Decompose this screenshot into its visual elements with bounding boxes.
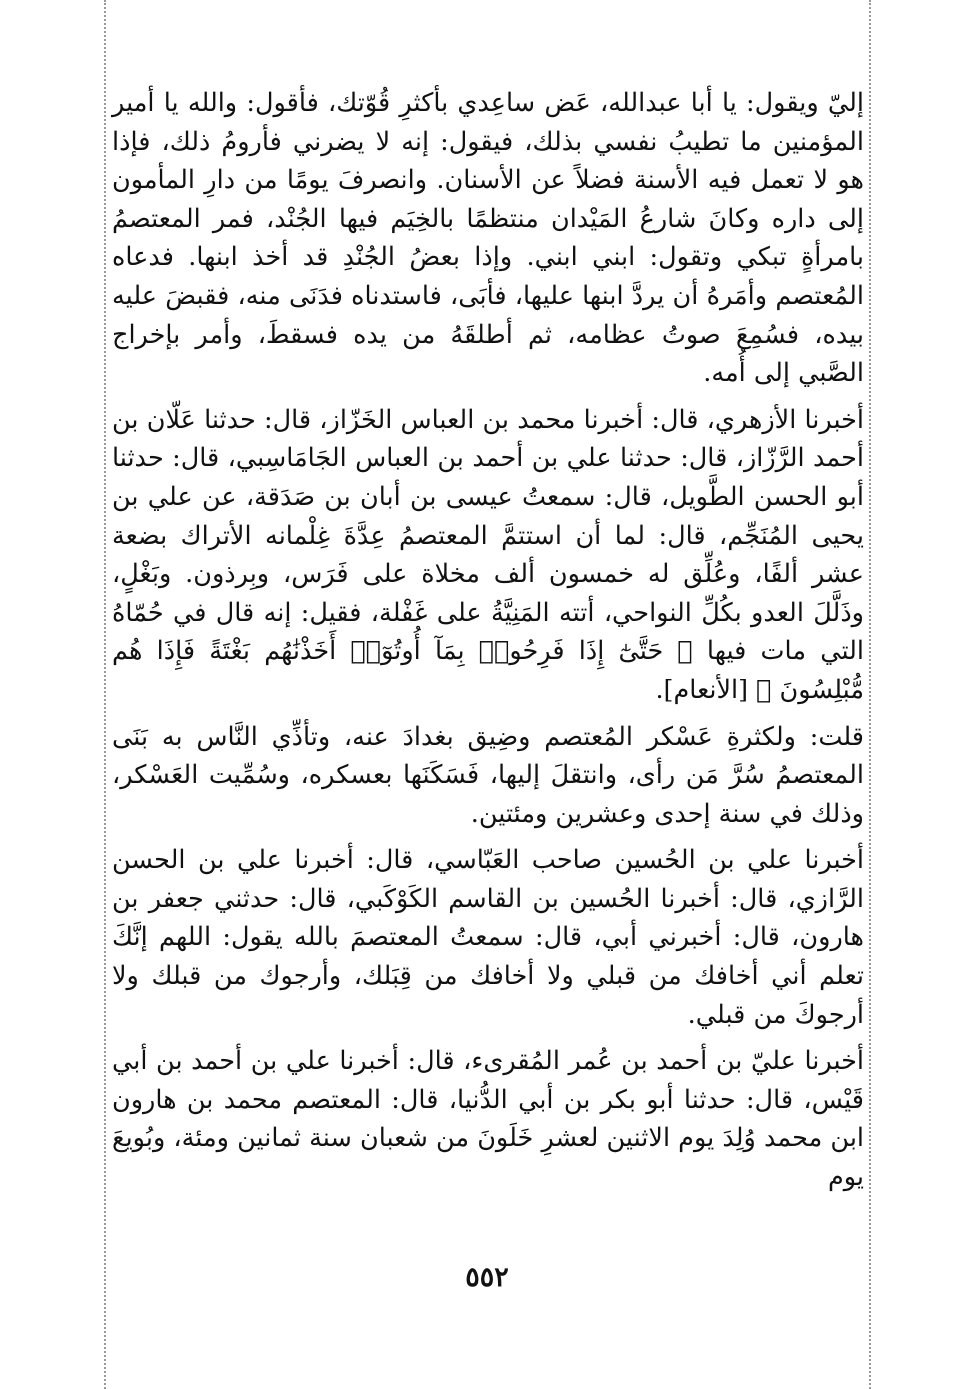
left-margin-guide [104,0,106,1389]
paragraph-3: قلت: ولكثرةِ عَسْكر المُعتصم وضِيق بغدادَ عنه، وتأذِّي النَّاس به بَنَى المعتصمُ سُرَّ مَن رأى، وانتقلَ إليها، فَسَكَنَها بعسكره، وسُمِّيت العَسْكر، وذلك في سنة إحدى وعشرين ومئتين. [112,721,864,829]
paragraph-1: إليّ ويقول: يا أبا عبدالله، عَض ساعِدي بأكثرِ قُوّتك، فأقول: والله يا أمير المؤمنين ما تطيبُ نفسي بذلك، فيقول: إنه لا يضرني فأرومُ ذلك، فإذا هو لا تعمل فيه الأسنة فضلاً عن الأسنان. وانصرفَ يومًا من دارِ المأمون إلى داره وكانَ شارعُ المَيْدان منتظمًا بالخِيَم فيها الجُنْد، فمر المعتصمُ بامرأةٍ تبكي وتقول: ابني ابني. وإذا بعضُ الجُنْدِ قد أخذ ابنها. فدعاه المُعتصم وأمَرهُ أن يردَّ ابنها عليها، فأبَى، فاستدناه فدَنَى منه، فقبضَ عليه بيده، فسُمِعَ صوتُ عظامه، ثم أطلقَهُ من يده فسقطَ، وأمر بإخراج الصَّبي إلى أُمه. [112,88,864,389]
main-text-block [112,84,864,1205]
right-margin-guide [869,0,871,1389]
paragraph-2: أخبرنا الأزهري، قال: أخبرنا محمد بن العباس الخَزّاز، قال: حدثنا عَلّان بن أحمد الرَّزّاز، قال: حدثنا علي بن أحمد بن العباس الجَامَاسِبي، قال: حدثنا أبو الحسن الطَّويل، قال: سمعتُ عيسى بن أبان بن صَدَقة، عن علي بن يحيى المُنَجِّم، قال: لما أن استتمَّ المعتصمُ عِدَّةَ غِلْمانه الأتراك بضعة عشر ألفًا، وعُلِّق له خمسون ألف مخلاة على فَرَس، وبِرذون. وبَغْلٍ، وذَلَّلَ العدو بكُلِّ النواحي، أتته المَنِيَّةُ على غَفْلة، فقيل: إنه قال في حُمّاهُ التي مات فيها ﴿ حَتَّىٰٓ إِذَا فَرِحُوا۟ بِمَآ أُوتُوٓا۟ أَخَذْنَٰهُم بَغْتَةً فَإِذَا هُم مُّبْلِسُونَ ﴾ [الأنعام]. [112,404,864,705]
paragraph-4: أخبرنا علي بن الحُسين صاحب العَبّاسي، قال: أخبرنا علي بن الحسن الرَّازي، قال: أخبرنا الحُسين بن القاسم الكَوْكَبي، قال: حدثني جعفر بن هارون، قال: أخبرني أبي، قال: سمعتُ المعتصمَ بالله يقول: اللهم إنَّكَ تعلم أني أخافك من قبلي ولا أخافك من قِبَلك، وأرجوك من قبلك ولا أرجوكَ من قبلي. [112,845,864,1030]
page-number: ٥٥٢ [465,1262,509,1293]
paragraph-5: أخبرنا عليّ بن أحمد بن عُمر المُقرىء، قال: أخبرنا علي بن أحمد بن أبي قَيْس، قال: حدثنا أبو بكر بن أبي الدُّنيا، قال: المعتصم محمد بن هارون ابن محمد وُلِدَ يوم الاثنين لعشرِ خَلَونَ من شعبان سنة ثمانين ومئة، وبُويعَ يوم [112,1046,864,1193]
